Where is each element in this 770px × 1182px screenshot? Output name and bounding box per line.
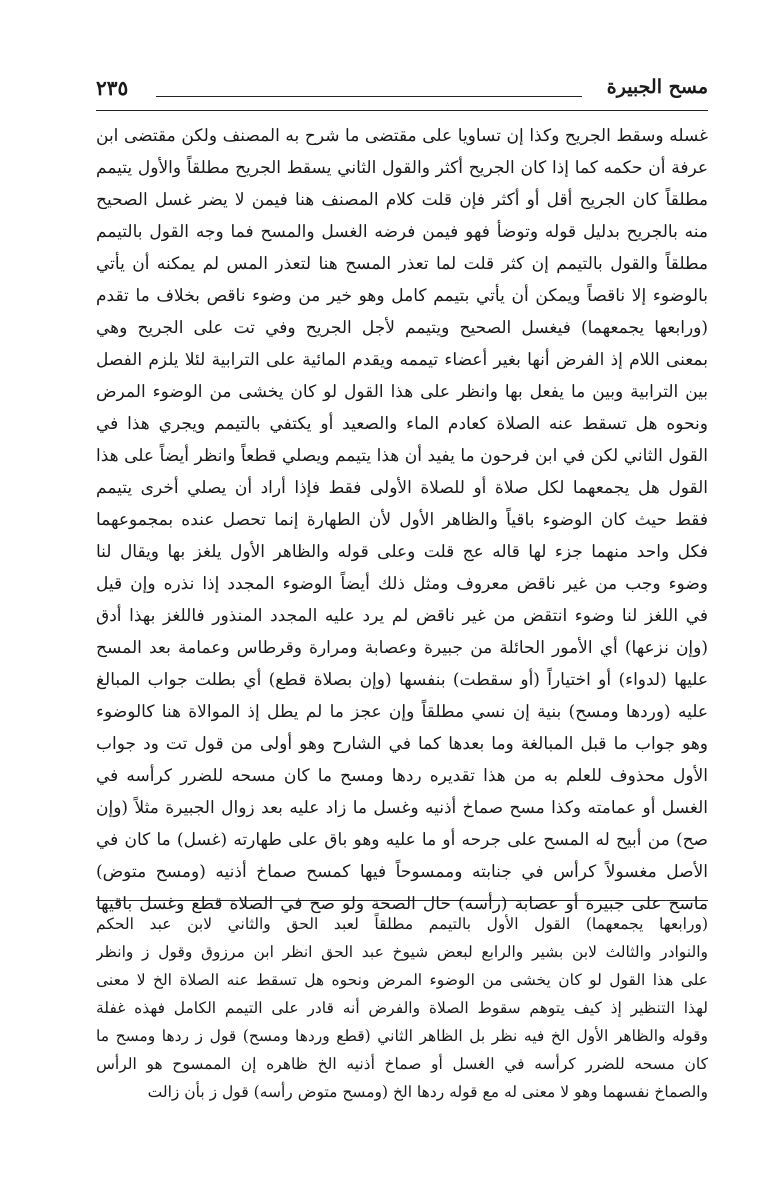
- footnote-line: لهذا التنظير إذ كيف يتوهم سقوط الصلاة والفرض أنه قادر على التيمم الكامل فهذه غفلة: [96, 999, 708, 1017]
- text-line: غسله وسقط الجريح وكذا إن تساويا على مقتضى ما شرح به المصنف ولكن مقتضى ابن: [96, 126, 708, 146]
- footnote-line: (ورابعها يجمعهما) القول الأول بالتيمم مطلقاً لعبد الحق والثاني لابن عبد الحكم: [96, 915, 708, 933]
- text-line: (ورابعها يجمعهما) فيغسل الصحيح ويتيمم لأجل الجريح وفي تت على الجريح وهي: [96, 318, 708, 338]
- text-line: منه بالجريح بدليل قوله وتوضأ فهو فيمن فرضه الغسل والمسح فما وجه القول بالتيمم: [96, 222, 708, 242]
- text-line: ونحوه هل تسقط عنه الصلاة كعادم الماء والصعيد أو يكتفي بالتيمم ويجري هذا في: [96, 414, 708, 434]
- text-line: صح) من أبيح له المسح على جرحه أو ما عليه وهو باق على طهارته (غسل) ما كان في: [96, 830, 708, 850]
- footnote-line: والصماخ نفسهما وهو لا معنى له مع قوله ردها الخ (ومسح متوض رأسه) قول ز بأن زالت: [147, 1083, 708, 1101]
- footnote-rule: [96, 900, 708, 901]
- text-line: وضوء وجب من غير ناقض معروف ومثل ذلك أيضاً الوضوء المجدد إذا نذره وإن قيل: [96, 574, 708, 594]
- footnote-line: على هذا القول لو كان يخشى من الوضوء المرض ونحوه هل تسقط عنه الصلاة الخ لا معنى: [96, 971, 708, 989]
- footnote-line: وقوله والظاهر الأول الخ فيه نظر بل الظاهر الثاني (قطع وردها ومسح) قول ز ردها ومسح ما: [96, 1027, 708, 1045]
- text-line: بين الترابية وبين ما يفعل بها وانظر على هذا القول لو كان يخشى من الوضوء المرض: [96, 382, 708, 402]
- text-line: فقط حيث كان الوضوء باقياً والظاهر الأول لأن الطهارة إنما تحصل عنده بمجموعهما: [96, 510, 708, 530]
- text-line: عليه (وردها ومسح) بنية إن نسي مطلقاً وإن عجز ما لم يطل إذ الموالاة هنا كالوضوء: [96, 702, 708, 722]
- footnote-line: كان مسحه للضرر كرأسه في الغسل أو صماخ أذنيه الخ ظاهره إن الممسوح هو الرأس: [96, 1055, 708, 1073]
- text-line: القول الثاني لكن في ابن فرحون ما يفيد أن هذا يتيمم ويصلي قطعاً وانظر أيضاً على هذا: [96, 446, 708, 466]
- text-line: وهو جواب ما قبل المبالغة وما بعدها كما في الشارح وهو أولى من قول تت ود جواب: [96, 734, 708, 754]
- text-line: الأصل مغسولاً كرأس في جنابته وممسوحاً فيها كمسح صماخ أذنيه (ومسح متوض): [96, 862, 708, 882]
- text-line: عرفة أن حكمه كما إذا كان الجريح أكثر والقول الثاني يسقط الجريح مطلقاً والأول يتيمم: [96, 158, 708, 178]
- text-line: الأول محذوف للعلم به من هذا تقديره ردها ومسح ما كان مسحه للضرر كرأسه في: [96, 766, 708, 786]
- text-line: القول هل يجمعهما لكل صلاة أو للصلاة الأولى فقط فإذا أراد أن يصلي أخرى يتيمم: [96, 478, 708, 498]
- main-text: [96, 120, 708, 920]
- footnote-line: والنوادر والثالث لابن بشير والرابع لبعض شيوخ عبد الحق انظر ابن مرزوق وقول ز وانظر: [96, 943, 708, 961]
- text-line: فكل واحد منهما جزء لها قاله عج قلت وعلى قوله والظاهر الأول يلغز بها ويقال لنا: [96, 542, 708, 562]
- header-rule: [156, 96, 582, 97]
- text-line: في اللغز لنا وضوء انتقض من غير ناقض لم يرد عليه المجدد المنذور فاللغز بهذا أدق: [96, 606, 708, 626]
- text-line: (وإن نزعها) أي الأمور الحائلة من جبيرة وعصابة ومرارة وقرطاس وعمامة بعد المسح: [96, 638, 708, 658]
- page-header: [96, 74, 708, 104]
- running-title: مسح الجبيرة: [606, 76, 708, 98]
- top-rule: [96, 110, 708, 111]
- footnotes: [96, 910, 708, 1106]
- text-line: مطلقاً والقول بالتيمم إن كثر قلت لما تعذر المسح هنا لتعذر المس لم يمكنه أن يأتي: [96, 254, 708, 274]
- text-line: ماسح على جبيرة أو عصابة (رأسه) حال الصحة ولو صح في الصلاة قطع وغسل باقيها: [96, 894, 708, 914]
- text-line: بمعنى اللام إذ الفرض أنها بغير أعضاء تيممه ويقدم المائية على الترابية لئلا يلزم الفصل: [96, 350, 708, 370]
- text-line: مطلقاً كان الجريح أقل أو أكثر فإن قلت كلام المصنف هنا فيمن لا يضر غسل الصحيح: [96, 190, 708, 210]
- text-line: الغسل أو عمامته وكذا مسح صماخ أذنيه وغسل ما زاد عليه بعد زوال الجبيرة مثلاً (وإن: [96, 798, 708, 818]
- page-number: ٢٣٥: [96, 76, 129, 100]
- text-line: عليها (لدواء) أو اختياراً (أو سقطت) بنفسها (وإن بصلاة قطع) أي بطلت جواب المبالغ: [96, 670, 708, 690]
- text-line: بالوضوء إلا ناقصاً ويمكن أن يأتي بتيمم كامل وهو خير من وضوء ناقص بخلاف ما تقدم: [96, 286, 708, 306]
